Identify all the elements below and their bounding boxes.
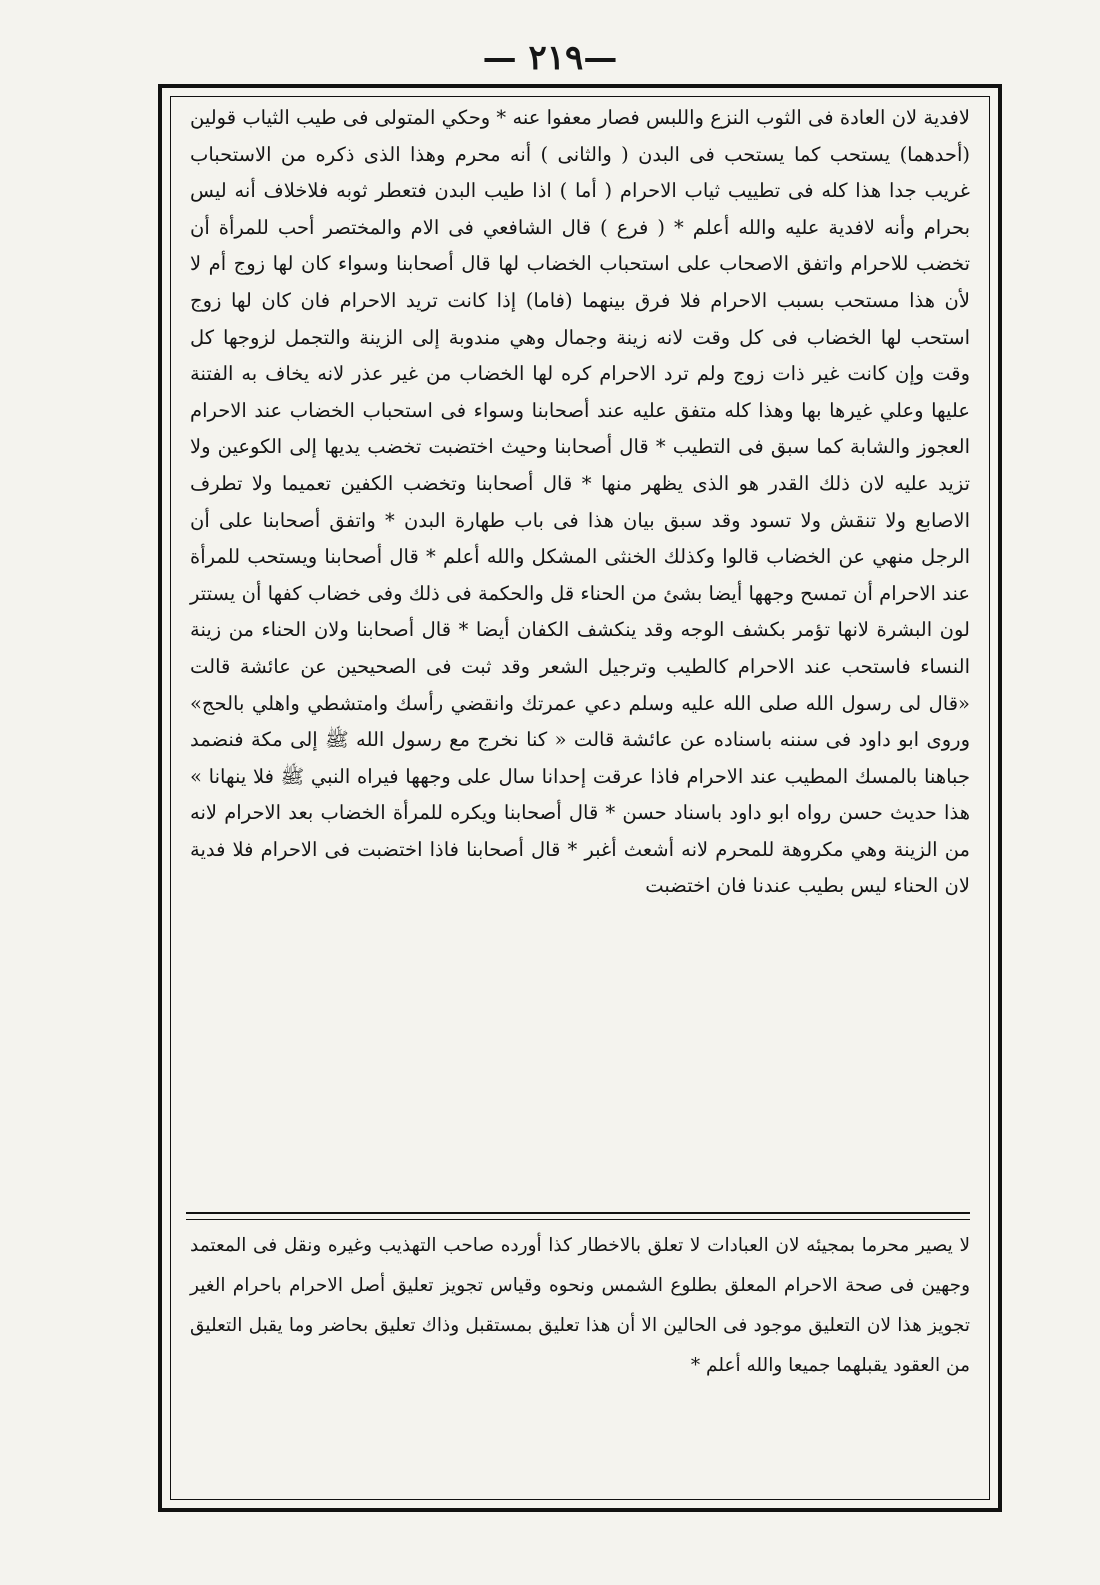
footnote-paragraph: لا يصير محرما بمجيئه لان العبادات لا تعلق بالاخطار كذا أورده صاحب التهذيب وغيره ونقل فى المعتمد وجهين فى صحة الاحرام المعلق بطلوع الشمس ونحوه وقياس تجويز تعليق أصل الاحرام باحرام الغير تجويز هذا لان التعليق موجود فى الحالين الا أن هذا تعليق بمستقبل وذاك تعليق بحاضر وما يقبل التعليق من العقود يقبلهما جميعا والله أعلم *	[190, 1235, 970, 1376]
main-text-block	[190, 100, 970, 905]
main-paragraph: لافدية لان العادة فى الثوب النزع واللبس فصار معفوا عنه * وحكي المتولى فى طيب الثياب قولين (أحدهما) يستحب كما يستحب فى البدن ( والثانى ) أنه محرم وهذا الذى ذكره من الاستحباب غريب جدا هذا كله فى تطييب ثياب الاحرام ( أما ) اذا طيب البدن فتعطر ثوبه فلاخلاف أنه ليس بحرام وأنه لافدية عليه والله أعلم * ( فرع ) قال الشافعي فى الام والمختصر أحب للمرأة أن تخضب للاحرام واتفق الاصحاب على استحباب الخضاب لها قال أصحابنا وسواء كان لها زوج أم لا لأن هذا مستحب بسبب الاحرام فلا فرق بينهما (فاما) إذا كانت تريد الاحرام فان كان لها زوج استحب لها الخضاب فى كل وقت لانه زينة وجمال وهي مندوبة إلى الزينة والتجمل لزوجها كل وقت وإن كانت غير ذات زوج ولم ترد الاحرام كره لها الخضاب من غير عذر لانه يخاف به الفتنة عليها وعلي غيرها بها وهذا كله متفق عليه عند أصحابنا وسواء فى استحباب الخضاب عند الاحرام العجوز والشابة كما سبق فى التطيب * قال أصحابنا وحيث اختضبت تخضب يديها إلى الكوعين ولا تزيد عليه لان ذلك القدر هو الذى يظهر منها * قال أصحابنا وتخضب الكفين تعميما ولا تطرف الاصابع ولا تنقش ولا تسود وقد سبق بيان هذا فى باب طهارة البدن * واتفق أصحابنا على أن الرجل منهي عن الخضاب قالوا وكذلك الخنثى المشكل والله أعلم * قال أصحابنا ويستحب للمرأة عند الاحرام أن تمسح وجهها أيضا بشئ من الحناء قل والحكمة فى ذلك وفى خضاب كفها أن يستتر لون البشرة لانها تؤمر بكشف الوجه وقد ينكشف الكفان أيضا * قال أصحابنا ولان الحناء من زينة النساء فاستحب عند الاحرام كالطيب وترجيل الشعر وقد ثبت فى الصحيحين عن عائشة قالت «قال لى رسول الله صلى الله عليه وسلم دعي عمرتك وانقضي رأسك وامتشطي واهلي بالحج» وروى ابو داود فى سننه باسناده عن عائشة قالت « كنا نخرج مع رسول الله ﷺ إلى مكة فنضمد جباهنا بالمسك المطيب عند الاحرام فاذا عرقت إحدانا سال على وجهها فيراه النبي ﷺ فلا ينهانا » هذا حديث حسن رواه ابو داود باسناد حسن * قال أصحابنا ويكره للمرأة الخضاب بعد الاحرام لانه من الزينة وهي مكروهة للمحرم لانه أشعث أغبر * قال أصحابنا فاذا اختضبت فى الاحرام فلا فدية لان الحناء ليس بطيب عندنا فان اختضبت	[190, 106, 970, 898]
footnote-separator	[186, 1212, 970, 1214]
footnote-block	[190, 1226, 970, 1386]
footnote-separator-thin	[186, 1219, 970, 1220]
page-number: — ٢١٩—	[482, 38, 618, 78]
